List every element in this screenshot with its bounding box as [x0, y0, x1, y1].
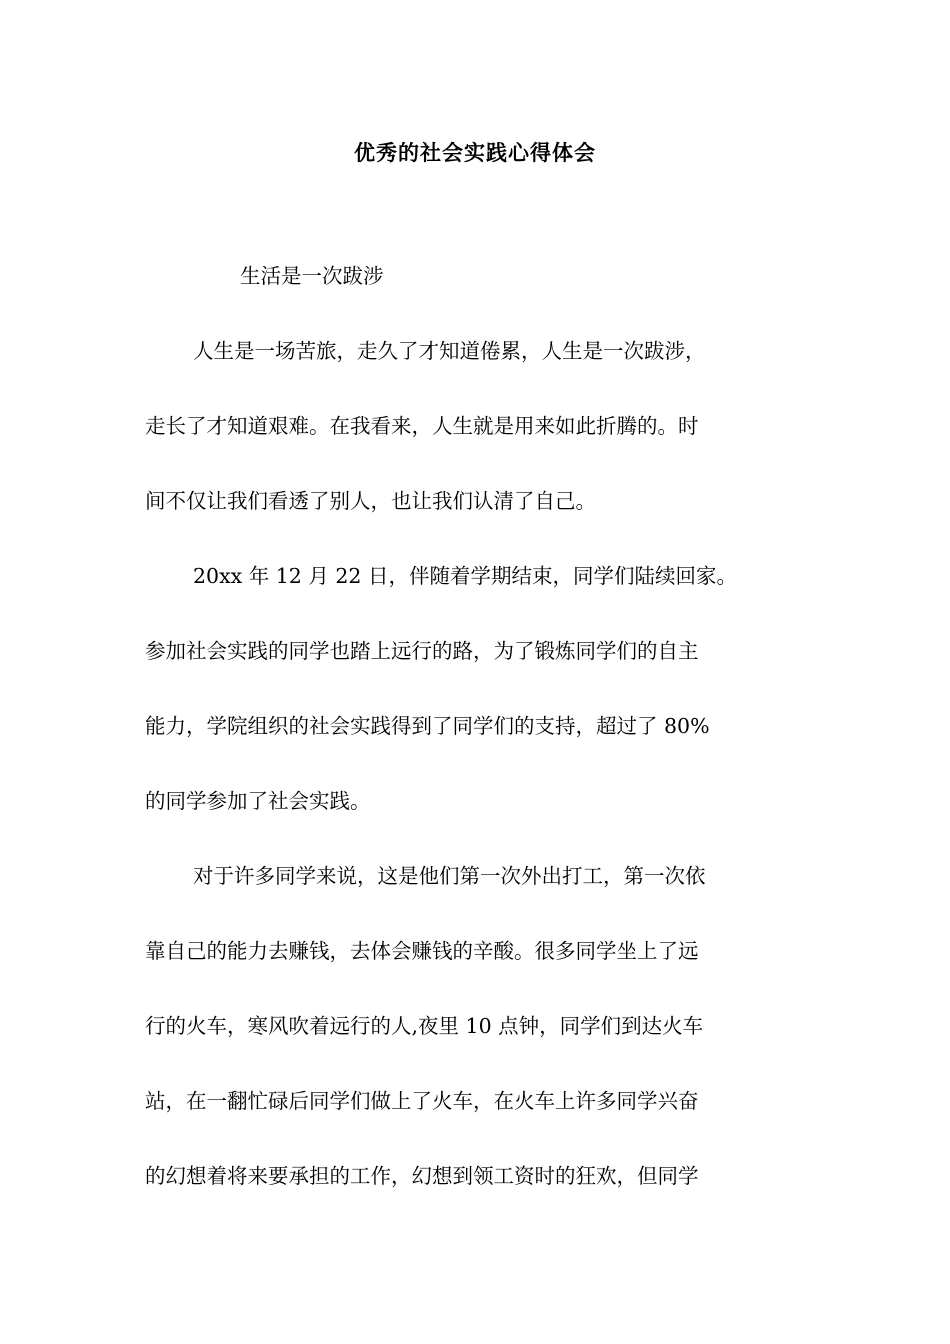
paragraph-line: 靠自己的能力去赚钱，去体会赚钱的辛酸。很多同学坐上了远	[145, 939, 699, 963]
paragraph-line: 站，在一翻忙碌后同学们做上了火车，在火车上许多同学兴奋	[145, 1089, 699, 1113]
paragraph-line: 20xx 年 12 月 22 日，伴随着学期结束，同学们陆续回家。	[193, 564, 737, 588]
paragraph-line: 间不仅让我们看透了别人，也让我们认清了自己。	[145, 489, 596, 513]
section-heading: 生活是一次跋涉	[240, 264, 384, 288]
paragraph-line: 走长了才知道艰难。在我看来，人生就是用来如此折腾的。时	[145, 414, 699, 438]
paragraph-line: 的同学参加了社会实践。	[145, 789, 371, 813]
paragraph-line: 行的火车，寒风吹着远行的人,夜里 10 点钟，同学们到达火车	[145, 1014, 704, 1038]
paragraph-line: 人生是一场苦旅，走久了才知道倦累，人生是一次跋涉，	[193, 339, 706, 363]
paragraph-line: 的幻想着将来要承担的工作，幻想到领工资时的狂欢，但同学	[145, 1164, 699, 1188]
paragraph-line: 能力，学院组织的社会实践得到了同学们的支持，超过了 80%	[145, 714, 710, 738]
document-title: 优秀的社会实践心得体会	[354, 140, 596, 165]
paragraph-line: 参加社会实践的同学也踏上远行的路，为了锻炼同学们的自主	[145, 639, 699, 663]
paragraph-line: 对于许多同学来说，这是他们第一次外出打工，第一次依	[193, 864, 706, 888]
